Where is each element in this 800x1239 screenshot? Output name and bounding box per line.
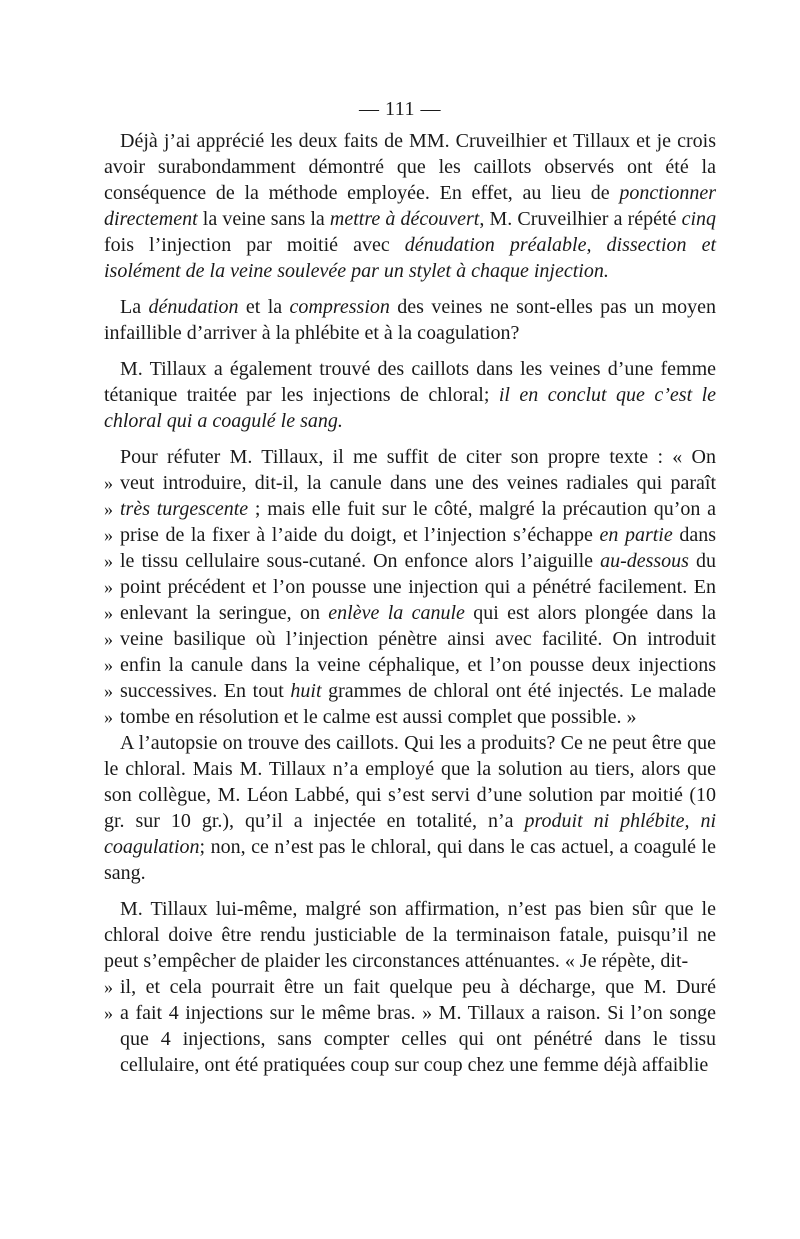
text-run: M. Tillaux a raison. Si l’on songe que 4 injections, sans compter celles qui ont pénétré dans le tissu cellulaire, ont été pratiquées coup sur coup chez une femme déjà affaiblie [120, 1002, 716, 1076]
quote-marker: » [104, 551, 113, 571]
italic-run: produit ni phlébite, ni coagulation [104, 810, 716, 858]
paragraph-1 [104, 128, 716, 284]
italic-run: très turgescente [120, 498, 249, 520]
italic-run: au-dessous [600, 550, 689, 572]
quote-line [104, 678, 716, 704]
text-run: grammes de chloral ont été injectés. Le malade [321, 680, 716, 702]
quote-marker: » [104, 603, 113, 623]
paragraph-4-quotation [104, 444, 716, 730]
text-run: La [120, 296, 149, 318]
text-run: ; non, ce n’est pas le chloral, qui dans le cas actuel, a coagulé le sang. [104, 836, 716, 884]
text-run: A l’autopsie on trouve des caillots. Qui les a produits? Ce ne peut être que le chloral. Mais M. Tillaux n’a employé que la solution au tiers, alors que son collègue, M. Léon Labbé, qui s’est servi d’une solution par moitié (10 gr. sur 10 gr.), qu’il a injectée en totalité, n’a [104, 732, 716, 832]
italic-run: ponctionner directement [104, 182, 716, 230]
quote-line [104, 652, 716, 678]
text-run: a fait 4 injections sur le même bras. [120, 1002, 416, 1024]
text-run: la veine sans la [197, 208, 330, 230]
italic-run: compression [289, 296, 390, 318]
quote-line [104, 626, 716, 652]
quote-close-marker: » [422, 1002, 433, 1024]
text-run: qui est alors plongée dans la [464, 602, 716, 624]
paragraph-2 [104, 294, 716, 346]
text-run: , M. Cruveilhier a répété [479, 208, 682, 230]
text-run: successives. En tout [120, 680, 291, 702]
text-run: prise de la fixer à l’aide du doigt, et l’injection s’échappe [120, 524, 600, 546]
italic-run: huit [290, 680, 322, 702]
text-run: des veines ne sont-elles pas un moyen infaillible d’arriver à la phlébite et à la coagulation? [104, 296, 717, 344]
quote-marker: » [104, 525, 113, 545]
text-run: il, et cela pourrait être un fait quelque peu à décharge, que M. Duré [120, 976, 716, 998]
quote-line [104, 548, 716, 574]
text-run: Déjà j’ai apprécié les deux faits de MM. Cruveilhier et Tillaux et je crois avoir surabondamment démontré que les caillots observés ont été la conséquence de la méthode employée. En effet, au lieu de [104, 130, 716, 204]
quote-marker: » [104, 707, 113, 727]
quote-line [104, 496, 716, 522]
italic-run: dénudation préalable, dissection et isolément de la veine soulevée par un stylet à chaque injection. [104, 234, 716, 282]
quote-marker: » [104, 977, 113, 997]
paragraph-6-tail [104, 1000, 716, 1078]
text-run: M. Tillaux a également trouvé des caillots dans les veines d’une femme tétanique traitée par les injections de chloral; [104, 358, 716, 406]
text-run: enfin la canule dans la veine céphalique, et l’on pousse deux injections [120, 654, 716, 676]
paragraph-3 [104, 356, 716, 434]
quote-marker: » [104, 577, 113, 597]
text-run: enlevant la seringue, on [120, 602, 329, 624]
quote-marker: » [104, 1003, 113, 1023]
text-run: point précédent et l’on pousse une injection qui a pénétré facilement. En [120, 576, 716, 598]
text-run: et la [238, 296, 290, 318]
quote-marker: » [104, 473, 113, 493]
body-text [104, 128, 716, 1078]
italic-run: il en conclut que c’est le chloral qui a coagulé le sang. [104, 384, 717, 432]
quote-line [104, 522, 716, 548]
text-run: du [688, 550, 717, 572]
paragraph-6 [104, 896, 716, 1078]
text-run: fois l’injection par moitié avec [104, 234, 405, 256]
italic-run: en partie [599, 524, 673, 546]
text-run: M. Tillaux lui-même, malgré son affirmation, n’est pas bien sûr que le chloral doive être rendu justiciable de la terminaison fatale, puisqu’il ne peut s’empêcher de plaider les circonstances atténuantes. « Je répète, dit- [104, 898, 716, 972]
quote-marker: » [104, 655, 113, 675]
italic-run: cinq [681, 208, 717, 230]
paragraph-6-lead [104, 896, 716, 974]
text-run: veut introduire, dit-il, la canule dans une des veines radiales qui paraît [120, 472, 716, 494]
quote-line [104, 974, 716, 1000]
quote-intro-line: Pour réfuter M. Tillaux, il me suffit de citer son propre texte : « On [120, 446, 716, 468]
quote-marker: » [104, 681, 113, 701]
text-run: ; mais elle fuit sur le côté, malgré la précaution qu’on a [248, 498, 717, 520]
quote-marker: » [104, 629, 113, 649]
italic-run: dénudation [148, 296, 239, 318]
page-number: — 111 — [358, 98, 441, 120]
italic-run: mettre à découvert [329, 208, 480, 230]
text-run: dans [672, 524, 716, 546]
quote-marker: » [104, 499, 113, 519]
quote-line [104, 470, 716, 496]
quote-line [104, 600, 716, 626]
text-run: veine basilique où l’injection pénètre ainsi avec facilité. On introduit [120, 628, 716, 650]
paragraph-5 [104, 730, 716, 886]
quote-line [104, 574, 716, 600]
italic-run: enlève la canule [328, 602, 465, 624]
text-run: tombe en résolution et le calme est aussi complet que possible. » [120, 706, 637, 728]
text-run: le tissu cellulaire sous-cutané. On enfonce alors l’aiguille [120, 550, 601, 572]
quote-line [104, 704, 716, 730]
